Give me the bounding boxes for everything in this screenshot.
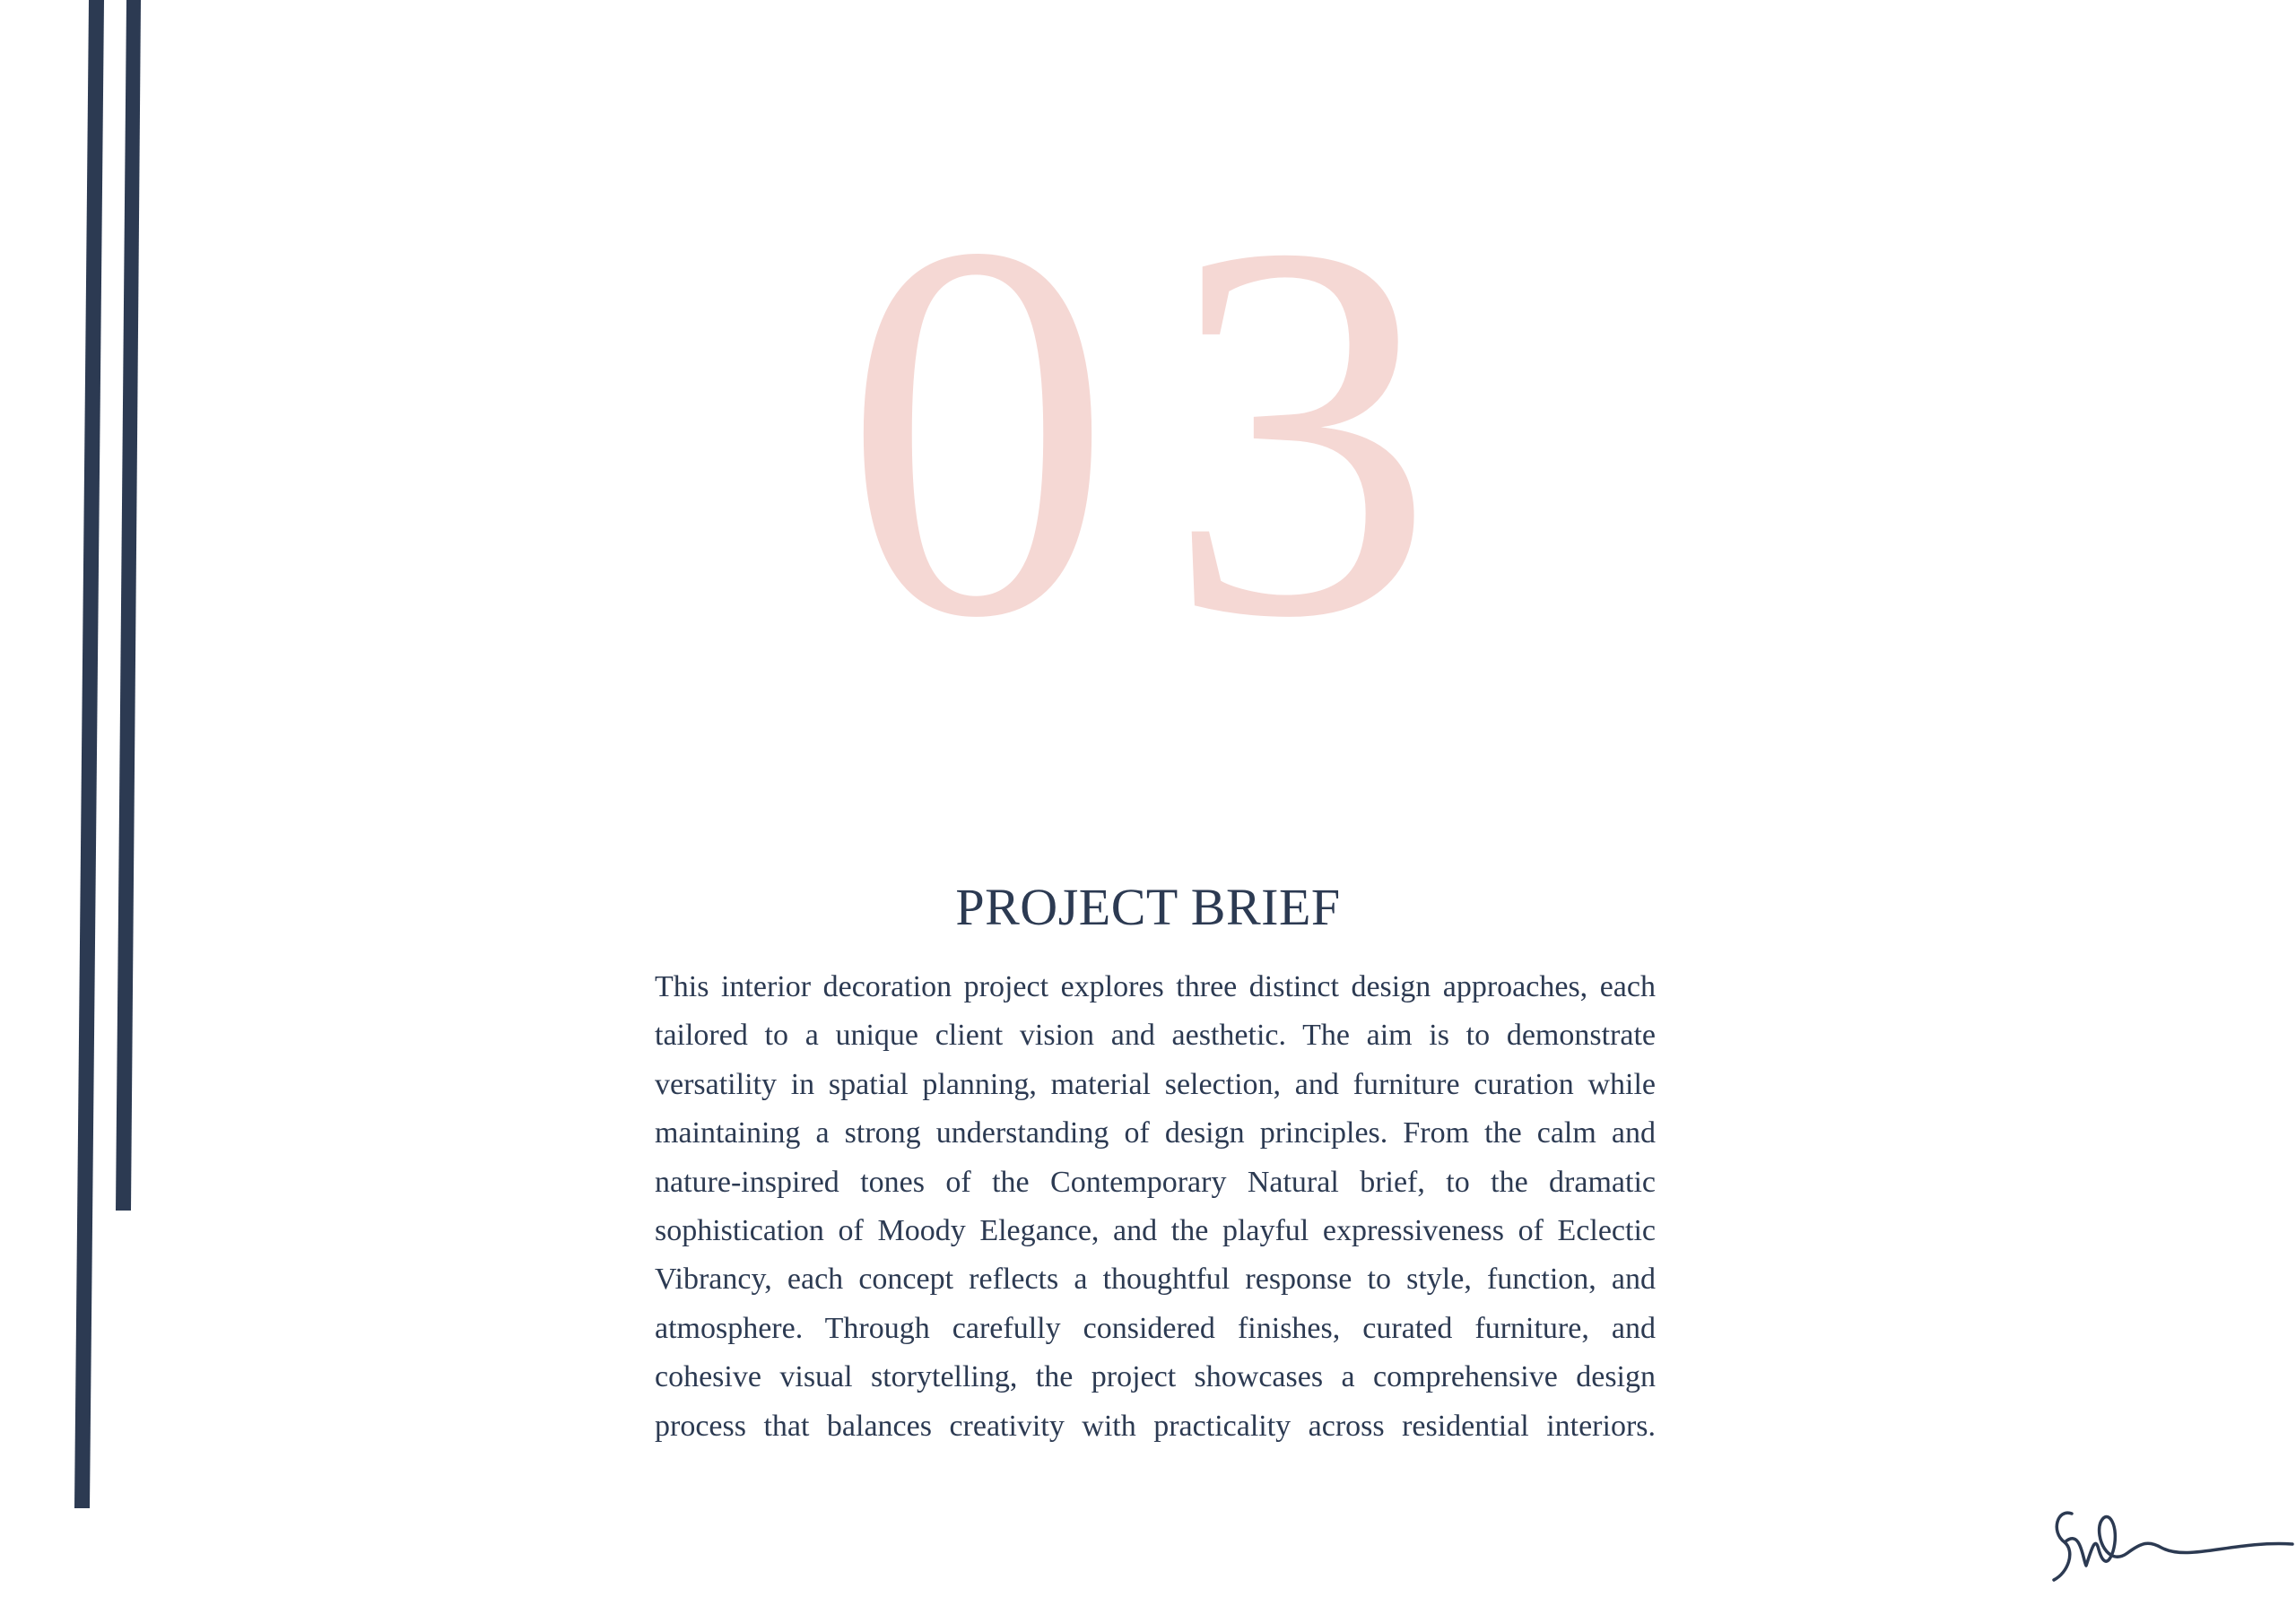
signature-icon [2045, 1496, 2296, 1594]
page-title: PROJECT BRIEF [955, 878, 1341, 936]
brief-paragraph: This interior decoration project explores three distinct design approaches, each tailored to a unique client vision and aesthetic. The aim is to demonstrate versatility in spatial planning, material selection, and furniture curation while maintaining a strong understanding of design principles. From the calm and nature-inspired tones of the Contemporary Natural brief, to the dramatic sophistication of Moody Elegance, and the playful expressiveness of Eclectic Vibrancy, each concept reflects a thoughtful response to style, function, and atmosphere. Through carefully considered finishes, curated furniture, and cohesive visual storytelling, the project showcases a comprehensive design process that balances creativity with practicality across residential interiors. [655, 970, 1656, 1443]
section-number: 03 [843, 132, 1489, 728]
